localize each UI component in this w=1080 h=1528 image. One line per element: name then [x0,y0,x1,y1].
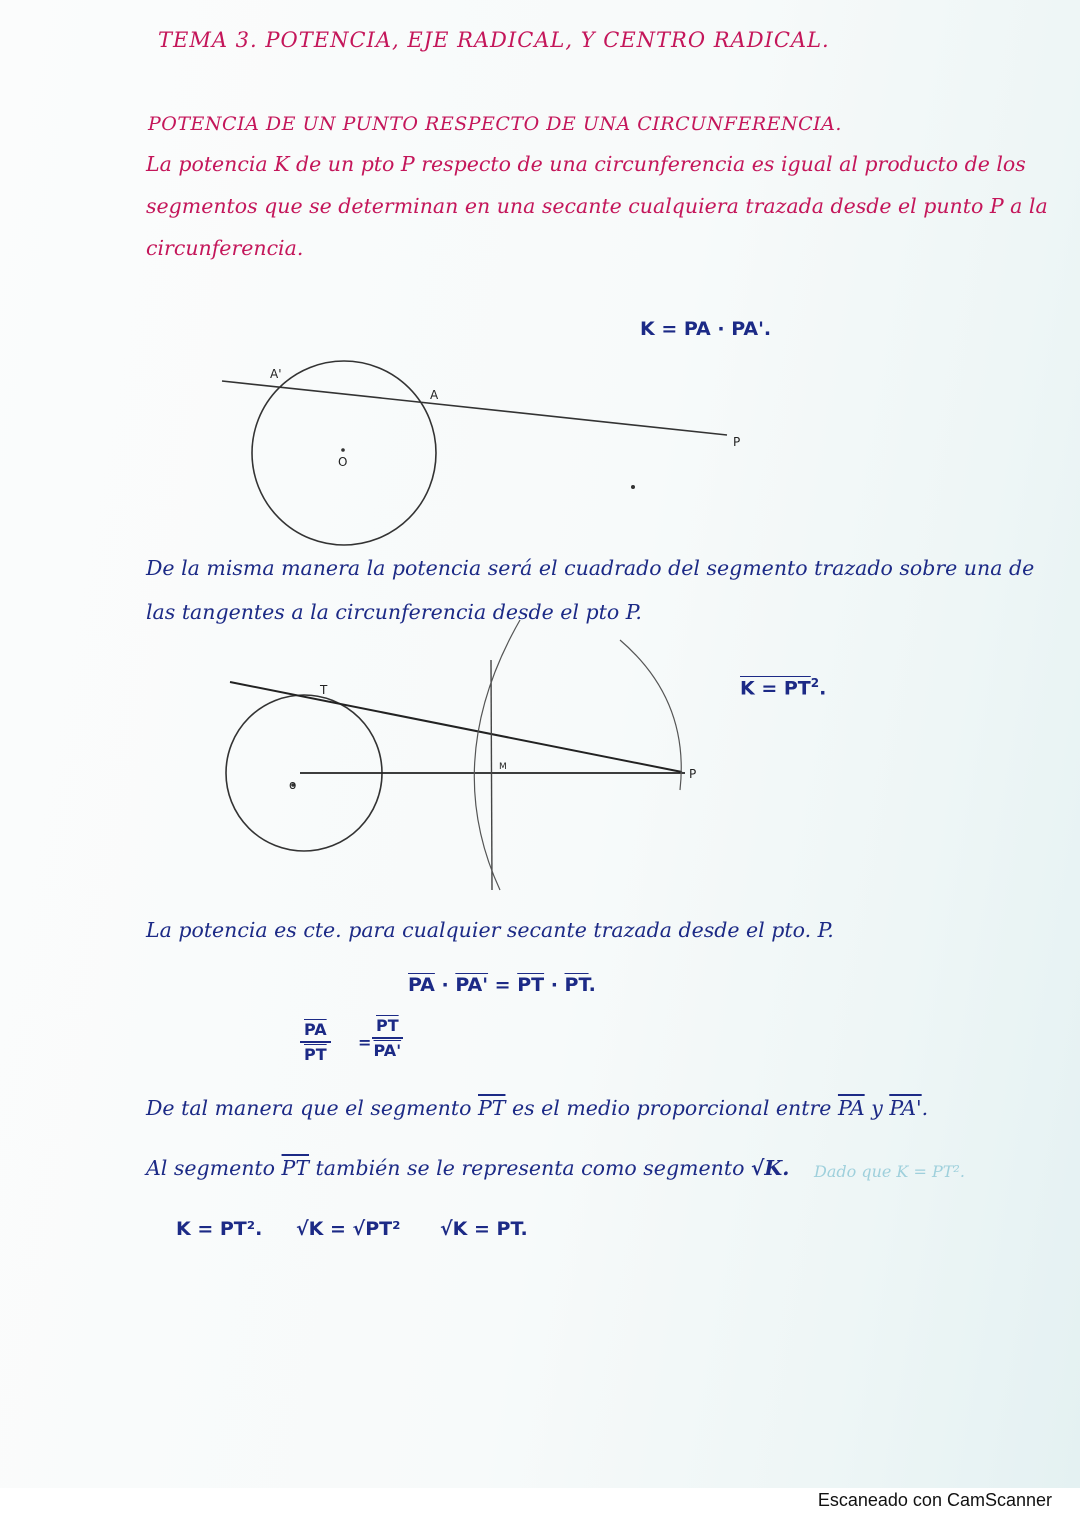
final-equation-2: √K = √PT² [296,1218,401,1240]
intro-line-1: La potencia K de un pto P respecto de una circunferencia es igual al producto de los [146,152,1026,176]
label-o: O [338,455,348,469]
formula-tangent: $K = PT^2$. [740,676,827,700]
intro-line-3: circunferencia. [146,236,304,260]
tangent-segment [230,682,682,772]
sqrt-line: Al segmento $\overline{PT}$ también se le representa como segmento √K. [146,1156,790,1180]
label-o2: o [289,778,297,792]
fraction-equals: = [358,1033,372,1052]
label-a: A [430,388,439,402]
page-title: TEMA 3. POTENCIA, EJE RADICAL, Y CENTRO RADICAL. [158,28,830,52]
label-m: M [499,762,507,772]
arc-right [620,640,681,790]
constant-line: La potencia es cte. para cualquier secante trazada desde el pto. P. [146,918,834,942]
tangent-line-1: De la misma manera la potencia será el cuadrado del segmento trazado sobre una de [146,556,1035,580]
mediatrix-line [491,660,492,890]
section-heading: POTENCIA DE UN PUNTO RESPECTO DE UNA CIRCUNFERENCIA. [148,113,842,135]
fraction-right: $\frac{\overline{PT}}{PA'}$ [373,1016,402,1060]
intro-line-2: segmentos que se determinan en una secante cualquiera trazada desde el punto P a la [146,194,1048,218]
sqrt-note-faint: Dado que K = PT². [814,1162,965,1181]
label-a-prime: A' [270,367,282,381]
formula-secant: K = PA · PA'. [640,318,772,340]
footer-bar [0,1488,1080,1528]
tangent-line-2: las tangentes a la circunferencia desde el pto P. [146,600,642,624]
label-p: P [733,435,741,449]
camscanner-watermark: Escaneado con CamScanner [817,1490,1052,1510]
final-equation-1: K = PT². [176,1218,263,1240]
product-equation: $\overline{PA} \cdot PA' = \overline{PT} \cdot \overline{PT}$. [408,974,596,996]
label-t: T [320,683,328,697]
label-p2: P [689,767,697,781]
mean-proportional-line: De tal manera que el segmento $\overline{PT}$ es el medio proporcional entre $\overline{PA}$ y PA'. [146,1096,929,1120]
final-equation-3: √K = PT. [440,1218,528,1240]
fraction-left: $\frac{\overline{PA}}{PT}$ [300,1020,331,1064]
arc-left [474,620,520,890]
